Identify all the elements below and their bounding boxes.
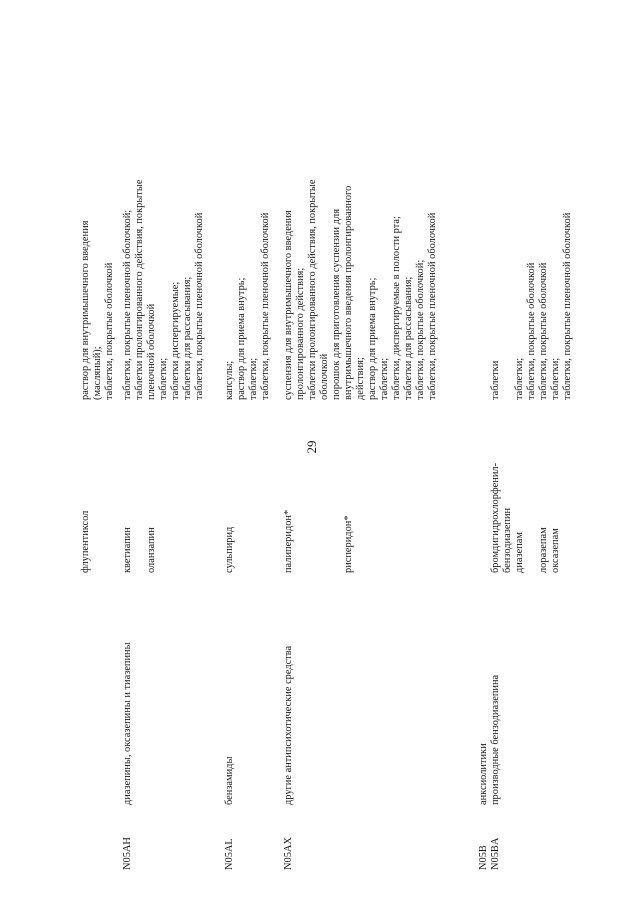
- drug-name: бромдигидрохлорфенил-: [490, 462, 501, 573]
- dosage-form: таблетки диспергируемые;: [170, 281, 181, 400]
- drug-name-cell: [122, 405, 158, 573]
- dosage-form-cell: [122, 80, 206, 400]
- atc-code: N05B: [478, 845, 489, 870]
- atc-group-cell: [478, 605, 502, 805]
- atc-code: N05AL: [224, 838, 235, 870]
- drug-name-cell: [283, 405, 355, 573]
- dosage-form: раствор для внутримышечного введения: [80, 220, 91, 400]
- dosage-form: таблетки, покрытые оболочкой: [526, 262, 537, 400]
- dosage-form: раствор для приема внутрь;: [367, 277, 378, 400]
- dosage-form: таблетки, покрытые оболочкой;: [415, 259, 426, 400]
- dosage-form: пленочной оболочкой: [146, 303, 157, 400]
- atc-code-cell: [283, 810, 295, 870]
- atc-group-cell: [224, 605, 236, 805]
- atc-code: N05AH: [122, 837, 133, 870]
- dosage-form: оболочкой: [319, 353, 330, 400]
- dosage-form: таблетки, покрытые пленочной оболочкой: [562, 212, 573, 400]
- dosage-form: действия;: [355, 357, 366, 400]
- drug-name: рисперидон*: [343, 515, 354, 573]
- drug-name-cell: [224, 405, 236, 573]
- dosage-form: таблетки, покрытые пленочной оболочкой: [260, 212, 271, 400]
- dosage-form: таблетки;: [379, 357, 390, 400]
- dosage-form: таблетки;: [550, 357, 561, 400]
- atc-group: бензамиды: [224, 756, 235, 805]
- dosage-form: раствор для приема внутрь;: [236, 277, 247, 400]
- dosage-form: таблетки для рассасывания;: [182, 276, 193, 400]
- dosage-form: таблетки для рассасывания;: [403, 276, 414, 400]
- dosage-form: суспензия для внутримышечного введения: [283, 210, 294, 400]
- dosage-form: таблетки;: [158, 357, 169, 400]
- drug-name: оланзапин: [146, 527, 157, 573]
- atc-code-cell: [224, 810, 236, 870]
- atc-code: N05BA: [490, 837, 501, 870]
- drug-name: палиперидон*: [283, 509, 294, 573]
- atc-group-cell: [283, 605, 295, 805]
- drug-name: кветиапин: [122, 527, 133, 573]
- atc-code-cell: [478, 810, 502, 870]
- dosage-form-cell: [80, 80, 116, 400]
- atc-code-cell: [122, 810, 134, 870]
- page-number: 29: [304, 440, 319, 454]
- dosage-form-cell: [224, 80, 272, 400]
- atc-group: диазепины, оксазепины и тиазепины: [122, 642, 133, 805]
- dosage-form: таблетки;: [514, 357, 525, 400]
- dosage-form-cell: [283, 80, 439, 400]
- dosage-form: таблетки, диспергируемые в полости рта;: [391, 216, 402, 400]
- drug-name-cell: [490, 405, 562, 573]
- drug-name: лоразепам: [538, 527, 549, 573]
- dosage-form: таблетки: [490, 360, 501, 400]
- dosage-form: таблетки;: [248, 357, 259, 400]
- atc-group: производные бензодиазепина: [490, 674, 501, 805]
- dosage-form-cell: [490, 80, 574, 400]
- dosage-form: пролонгированного действия;: [295, 267, 306, 400]
- dosage-form: внутримышечного введения пролонгированного: [343, 185, 354, 400]
- dosage-form: таблетки, покрытые оболочкой: [538, 262, 549, 400]
- dosage-form: (масляный);: [92, 346, 103, 400]
- dosage-form: таблетки пролонгированного действия, покрытые: [134, 179, 145, 400]
- dosage-form: таблетки, покрытые оболочкой: [104, 262, 115, 400]
- dosage-form: капсулы;: [224, 360, 235, 400]
- drug-name: бензодиазепин: [502, 507, 513, 573]
- drug-name-cell: [80, 405, 92, 573]
- drug-name: диазепам: [514, 532, 525, 573]
- atc-group: другие антипсихотические средства: [283, 645, 294, 805]
- atc-code: N05AX: [283, 837, 294, 870]
- dosage-form: таблетки, покрытые пленочной оболочкой: [427, 212, 438, 400]
- dosage-form: порошок для приготовления суспензии для: [331, 209, 342, 400]
- drug-name: сульпирид: [224, 526, 235, 573]
- atc-group-cell: [122, 605, 134, 805]
- drug-name: флупентиксол: [80, 510, 91, 573]
- dosage-form: таблетки, покрытые пленочной оболочкой;: [122, 209, 133, 400]
- atc-group: анксиолитики: [478, 743, 489, 805]
- dosage-form: таблетки пролонгированного действия, покрытые: [307, 179, 318, 400]
- dosage-form: таблетки, покрытые пленочной оболочкой: [194, 212, 205, 400]
- drug-name: оксазепам: [550, 528, 561, 573]
